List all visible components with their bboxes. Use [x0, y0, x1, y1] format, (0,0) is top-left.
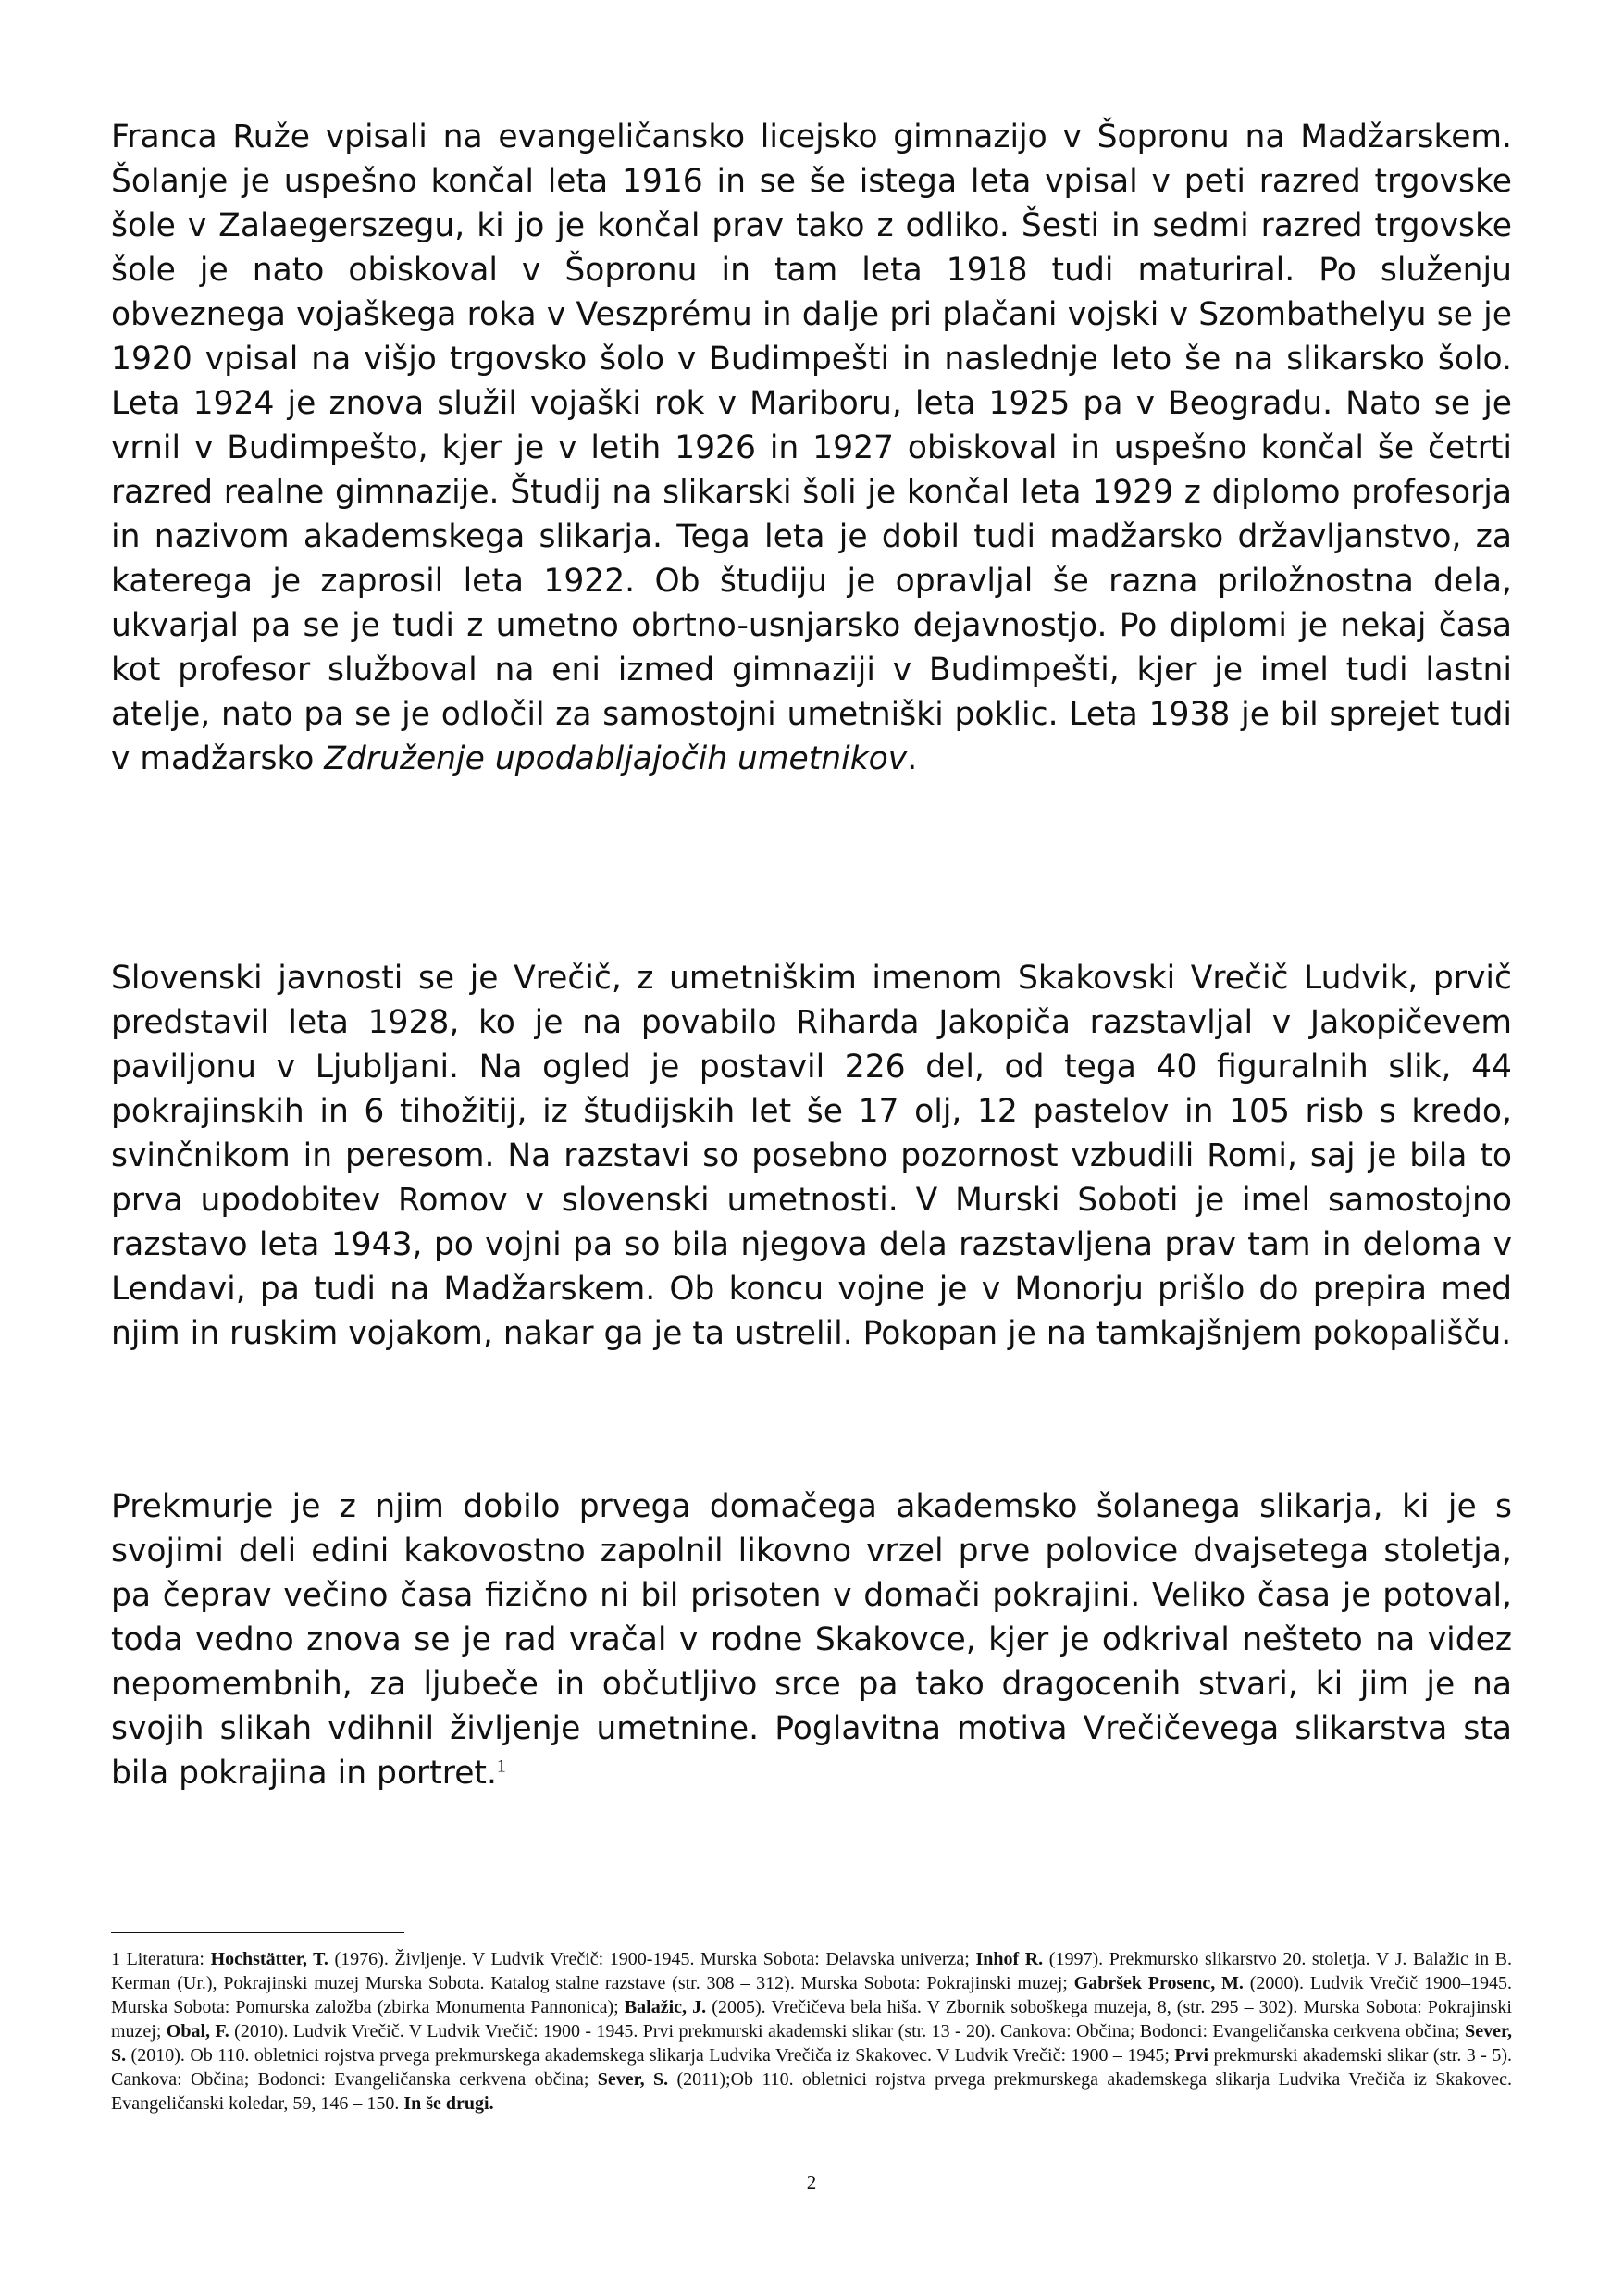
footnote-text: (1976). Življenje. V Ludvik Vrečič: 1900-1945. Murska Sobota: Delavska univerza;	[328, 1949, 976, 1969]
footnote-text: (2011);Ob 110. obletnici rojstva prvega prekmurskega akademskega slikarja Ludvika Vrečiča iz Skakovec. Evangeličanski koledar, 59, 146 – 150.	[111, 2069, 1512, 2114]
paragraph-2: Slovenski javnosti se je Vrečič, z umetniškim imenom Skakovski Vrečič Ludvik, prvič predstavil leta 1928, ko je na povabilo Riharda Jakopiča razstavljal v Jakopičevem paviljonu v Ljubljani. Na ogled je postavil 226 del, od tega 40 figuralnih slik, 44 pokrajinskih in 6 tihožitij, iz študijskih let še 17 olj, 12 pastelov in 105 risb s kredo, svinčnikom in peresom. Na razstavi so posebno pozornost vzbudili Romi, saj je bila to prva upodobitev Romov v slovenski umetnosti. V Murski Soboti je imel samostojno razstavo leta 1943, po vojni pa so bila njegova dela razstavljena prav tam in deloma v Lendavi, pa tudi na Madžarskem. Ob koncu vojne je v Monorju prišlo do prepira med njim in ruskim vojakom, nakar ga je ta ustrelil. Pokopan je na tamkajšnjem pokopališču.	[111, 960, 1512, 1352]
footnote-author: Hochstätter, T.	[210, 1949, 328, 1969]
paragraph-1	[111, 115, 1512, 781]
footnote-text: prekmurski akademski slikar (str. 3 - 5). Cankova: Občina; Bodonci: Evangeličanska cerkvena občina;	[111, 2045, 1512, 2090]
page-number: 2	[806, 2171, 817, 2193]
footnote-separator	[111, 1932, 404, 1933]
paragraph-3-text: Prekmurje je z njim dobilo prvega domačega akademsko šolanega slikarja, ki je s svojimi deli edini kakovostno zapolnil likovno vrzel prve polovice dvajsetega stoletja, pa čeprav večino časa fizično ni bil prisoten v domači pokrajini. Veliko časa je potoval, toda vedno znova se je rad vračal v rodne Skakovce, kjer je odkrival nešteto na videz nepomembnih, za ljubeče in občutljivo srce pa tako dragocenih stvari, ki jim je na svojih slikah vdihnil življenje umetnine. Poglavitna motiva Vrečičevega slikarstva sta bila pokrajina in portret.	[111, 1488, 1512, 1792]
footnote-text: (2010). Ob 110. obletnici rojstva prvega prekmurskega akademskega slikarja Ludvika Vrečiča iz Skakovec. V Ludvik Vrečič: 1900 – 1945;	[126, 2045, 1175, 2066]
footnote-author: Sever, S.	[597, 2069, 669, 2090]
footnote-author: Balažic, J.	[624, 1997, 707, 2017]
footnote-author: Sever, S.	[111, 2021, 1512, 2066]
paragraph-3	[111, 1484, 1512, 1795]
footnote-text: (2005). Vrečičeva bela hiša. V Zbornik soboškega muzeja, 8, (str. 295 – 302). Murska Sobota: Pokrajinski muzej;	[111, 1997, 1512, 2042]
paragraph-1-text: Franca Ruže vpisali na evangeličansko licejsko gimnazijo v Šopronu na Madžarskem. Šolanje je uspešno končal leta 1916 in se še istega leta vpisal v peti razred trgovske šole v Zalaegerszegu, ki jo je končal prav tako z odliko. Šesti in sedmi razred trgovske šole je nato obiskoval v Šopronu in tam leta 1918 tudi maturiral. Po služenju obveznega vojaškega roka v Veszprému in dalje pri plačani vojski v Szombathelyu se je 1920 vpisal na višjo trgovsko šolo v Budimpešti in naslednje leto še na slikarsko šolo. Leta 1924 je znova služil vojaški rok v Mariboru, leta 1925 pa v Beogradu. Nato se je vrnil v Budimpešto, kjer je v letih 1926 in 1927 obiskoval in uspešno končal še četrti razred realne gimnazije. Študij na slikarski šoli je končal leta 1929 z diplomo profesorja in nazivom akademskega slikarja. Tega leta je dobil tudi madžarsko državljanstvo, za katerega je zaprosil leta 1922. Ob študiju je opravljal še razna priložnostna dela, ukvarjal pa se je tudi z umetno obrtno-usnjarsko dejavnostjo. Po diplomi je nekaj časa kot profesor služboval na eni izmed gimnaziji v Budimpešti, kjer je imel tudi lastni atelje, nato pa se je odločil za samostojni umetniški poklic. Leta 1938 je bil sprejet tudi v madžarsko	[111, 118, 1512, 777]
association-name: Združenje upodabljajočih umetnikov	[324, 740, 908, 777]
paragraph-1-end: .	[907, 740, 918, 777]
footnote-text: (2010). Ludvik Vrečič. V Ludvik Vrečič: 1900 - 1945. Prvi prekmurski akademski slikar (str. 13 - 20). Cankova: Občina; Bodonci: Evangeličanska cerkvena občina;	[229, 2021, 1466, 2042]
footnote-author: Inhof R.	[975, 1949, 1044, 1969]
footnote-text: Literatura:	[120, 1949, 211, 1969]
footnote-author: Gabršek Prosenc, M.	[1073, 1973, 1244, 1993]
footnote-emphasis: Prvi	[1174, 2045, 1209, 2066]
footnote-text: (1997). Prekmursko slikarstvo 20. stoletja. V J. Balažic in B. Kerman (Ur.), Pokrajinski muzej Murska Sobota. Katalog stalne razstave (str. 308 – 312). Murska Sobota: Pokrajinski muzej;	[111, 1949, 1512, 1993]
footnote	[111, 1947, 1512, 2116]
footnote-text: (2000). Ludvik Vrečič 1900–1945. Murska Sobota: Pomurska založba (zbirka Monumenta Pannonica);	[111, 1973, 1513, 2017]
footnote-emphasis: In še drugi.	[403, 2093, 494, 2114]
footnote-author: Obal, F.	[166, 2021, 229, 2042]
footnote-number: 1	[111, 1949, 120, 1969]
footnote-reference[interactable]: 1	[496, 1756, 506, 1777]
